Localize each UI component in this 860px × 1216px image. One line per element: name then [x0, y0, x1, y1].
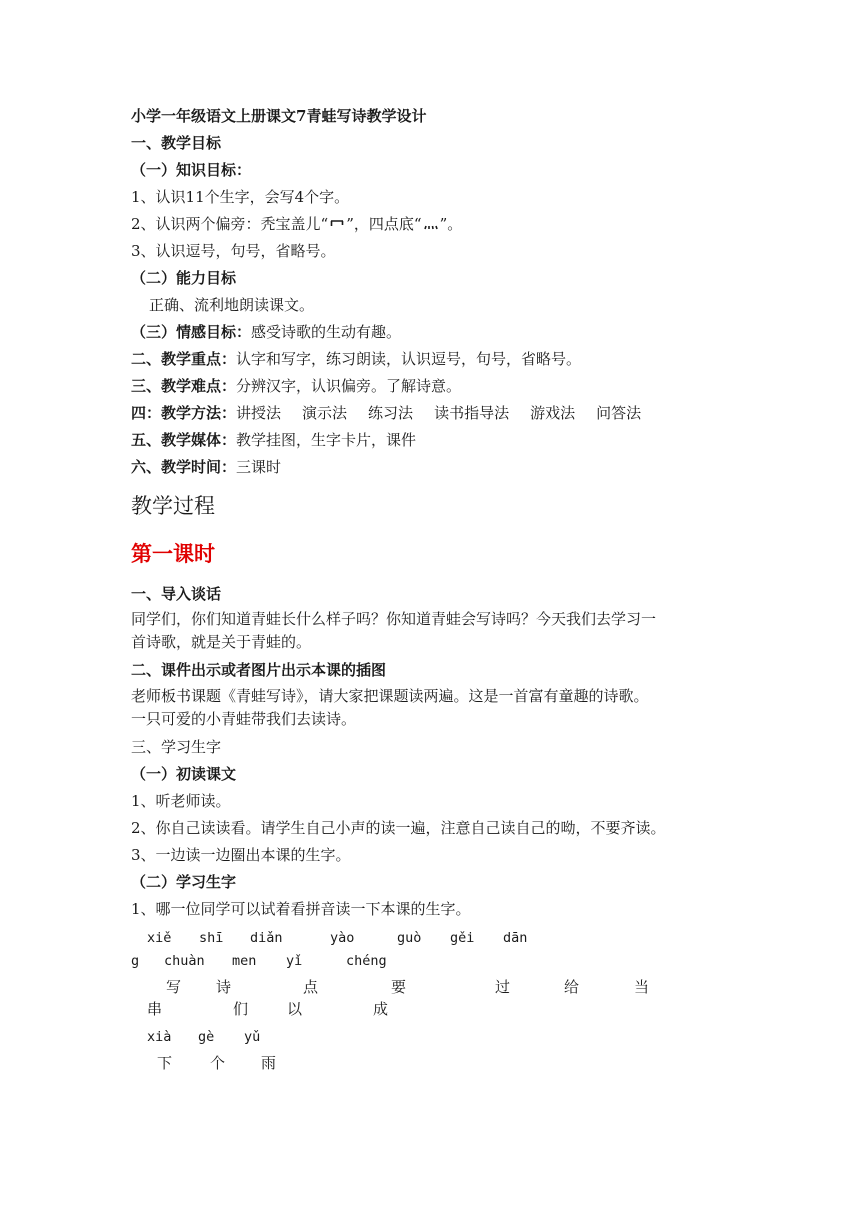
- char-guo: 过: [495, 978, 511, 996]
- objectives-heading: 一、教学目标: [131, 134, 222, 152]
- char-gei: 给: [564, 978, 580, 996]
- method-5: 游戏法: [530, 404, 576, 422]
- section3-heading: 三、学习生字: [131, 738, 222, 756]
- knowledge-item-2-part2: ”，四点底“: [346, 215, 422, 233]
- time-label: 六、教学时间：: [131, 458, 237, 476]
- knowledge-item-1: 1、认识11个生字，会写4个字。: [131, 188, 350, 206]
- section3-sub1-line-3: 3、一边读一边圈出本课的生字。: [131, 846, 351, 864]
- methods-label: 四：教学方法：: [131, 404, 237, 422]
- section3-sub1-heading: （一）初读课文: [131, 765, 237, 783]
- emotion-label: （三）情感目标：: [131, 323, 252, 341]
- media-line: [131, 430, 416, 450]
- char-xia: 下: [157, 1054, 173, 1072]
- char-dian: 点: [303, 978, 319, 996]
- method-1: 讲授法: [236, 404, 282, 422]
- char-ge: 个: [210, 1054, 226, 1072]
- method-4: 读书指导法: [434, 404, 510, 422]
- radical-mi-icon: [330, 217, 344, 231]
- ability-text: 正确、流利地朗读课文。: [149, 296, 315, 314]
- knowledge-item-2-part1: 2、认识两个偏旁：秃宝盖儿“: [131, 215, 329, 233]
- time-text: 三课时: [236, 458, 282, 476]
- lesson1-heading: 第一课时: [131, 541, 215, 566]
- method-2: 演示法: [302, 404, 348, 422]
- section3-sub2-line: 1、哪一位同学可以试着看拼音读一下本课的生字。: [131, 900, 471, 918]
- pinyin-dan: dān: [503, 930, 528, 946]
- char-cheng: 成: [373, 1000, 389, 1018]
- focus-text: 认字和写字，练习朗读，认识逗号，句号，省略号。: [236, 350, 582, 368]
- knowledge-item-2-part3: ”。: [439, 215, 463, 233]
- process-heading: 教学过程: [131, 494, 215, 518]
- document-title: 小学一年级语文上册课文7青蛙写诗教学设计: [131, 107, 427, 125]
- section2-heading: 二、课件出示或者图片出示本课的插图: [131, 661, 387, 679]
- pinyin-ge: gè: [198, 1029, 215, 1045]
- char-chuan: 串: [147, 1000, 163, 1018]
- section2-line-2: 一只可爱的小青蛙带我们去读诗。: [131, 710, 357, 728]
- pinyin-men: men: [232, 953, 257, 969]
- section3-sub2-heading: （二）学习生字: [131, 873, 237, 891]
- media-text: 教学挂图，生字卡片，课件: [236, 431, 417, 449]
- pinyin-yu: yǔ: [244, 1029, 261, 1045]
- method-6: 问答法: [596, 404, 642, 422]
- char-xie: 写: [166, 978, 182, 996]
- pinyin-cheng: chéng: [346, 953, 387, 969]
- pinyin-g: g: [131, 953, 140, 969]
- radical-four-dots-icon: [424, 217, 438, 231]
- pinyin-shi: shī: [199, 930, 224, 946]
- pinyin-chuan: chuàn: [164, 953, 205, 969]
- section1-line-1: 同学们，你们知道青蛙长什么样子吗？你知道青蛙会写诗吗？今天我们去学习一: [131, 610, 657, 628]
- char-dang: 当: [634, 978, 650, 996]
- section1-line-2: 首诗歌，就是关于青蛙的。: [131, 633, 312, 651]
- pinyin-xie: xiě: [147, 930, 172, 946]
- char-yi: 以: [287, 1000, 303, 1018]
- section1-heading: 一、导入谈话: [131, 585, 222, 603]
- section2-line-1: 老师板书课题《青蛙写诗》，请大家把课题读两遍。这是一首富有童趣的诗歌。: [131, 687, 649, 705]
- difficulty-label: 三、教学难点：: [131, 377, 237, 395]
- pinyin-gei: gěi: [450, 930, 475, 946]
- focus-label: 二、教学重点：: [131, 350, 237, 368]
- pinyin-yao: yào: [330, 930, 355, 946]
- pinyin-guo: guò: [397, 930, 422, 946]
- method-3: 练习法: [368, 404, 414, 422]
- char-yu: 雨: [261, 1054, 277, 1072]
- section3-sub1-line-1: 1、听老师读。: [131, 792, 231, 810]
- difficulty-line: [131, 376, 461, 396]
- knowledge-item-3: 3、认识逗号，句号，省略号。: [131, 242, 336, 260]
- media-label: 五、教学媒体：: [131, 431, 237, 449]
- time-line: [131, 457, 281, 477]
- section3-sub1-line-2: 2、你自己读读看。请学生自己小声的读一遍，注意自己读自己的呦，不要齐读。: [131, 819, 666, 837]
- emotion-text: 感受诗歌的生动有趣。: [251, 323, 402, 341]
- emotion-line: [131, 322, 401, 342]
- difficulty-text: 分辨汉字，认识偏旁。了解诗意。: [236, 377, 462, 395]
- char-yao: 要: [391, 978, 407, 996]
- methods-line: [131, 403, 641, 423]
- focus-line: [131, 349, 581, 369]
- knowledge-item-2: [131, 214, 462, 234]
- char-shi: 诗: [216, 978, 232, 996]
- pinyin-dian: diǎn: [250, 930, 283, 946]
- char-men: 们: [233, 1000, 249, 1018]
- knowledge-label: （一）知识目标：: [131, 161, 252, 179]
- pinyin-xia: xià: [147, 1029, 172, 1045]
- ability-label: （二）能力目标: [131, 269, 237, 287]
- pinyin-yi: yǐ: [286, 953, 303, 969]
